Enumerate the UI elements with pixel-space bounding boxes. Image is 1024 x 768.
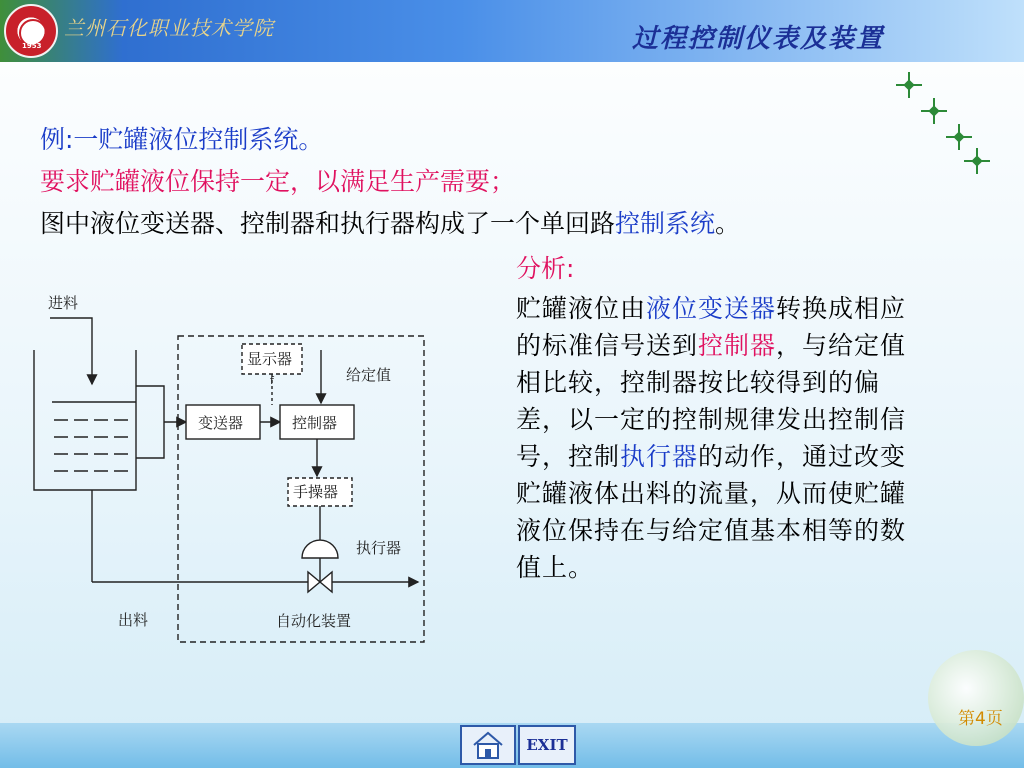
analysis-paragraph (516, 290, 924, 586)
star-icon (921, 98, 947, 124)
page-number: 第4页 (958, 709, 1003, 729)
label-actuator: 执行器 (356, 539, 402, 557)
description-highlight: 控制系统 (615, 209, 716, 238)
analysis-text: 转换成相应的标准信号送到 (516, 294, 907, 360)
analysis-text: ，与给定值相比较，控制器按比较得到的偏差，以一定的控制规律发出控制信号，控制 (516, 331, 907, 471)
analysis-highlight-controller: 控制器 (698, 331, 777, 360)
tank-control-diagram (30, 280, 440, 650)
star-icon (964, 148, 990, 174)
analysis-highlight-transmitter: 液位变送器 (646, 294, 777, 323)
label-controller: 控制器 (292, 414, 338, 432)
label-setpoint: 给定值 (346, 366, 392, 384)
logo-year: 1953 (22, 42, 42, 50)
exit-button[interactable]: EXIT (518, 725, 576, 765)
home-button[interactable] (460, 725, 516, 765)
analysis-highlight-actuator: 执行器 (620, 442, 699, 471)
label-f: f (270, 374, 274, 387)
label-transmitter: 变送器 (198, 414, 244, 432)
analysis-text: 的动作，通过改变贮罐液体出料的流量，从而使贮罐液位保持在与给定值基本相等的数值上。 (516, 442, 907, 582)
school-name: 兰州石化职业技术学院 (64, 16, 274, 40)
school-logo (4, 4, 58, 58)
description-text (40, 204, 740, 240)
label-display: 显示器 (247, 350, 293, 368)
label-auto-device: 自动化装置 (276, 612, 352, 630)
star-icon (946, 124, 972, 150)
star-icon (896, 72, 922, 98)
globe-icon (928, 650, 1024, 746)
home-icon (462, 727, 514, 763)
course-title: 过程控制仪表及装置 (632, 24, 885, 54)
requirement-text: 要求贮罐液位保持一定，以满足生产需要； (40, 167, 516, 196)
header-bar (0, 0, 1024, 62)
label-manual: 手操器 (293, 483, 339, 501)
description-end: 。 (715, 209, 741, 238)
label-outlet: 出料 (118, 611, 149, 629)
analysis-text: 贮罐液位由 (516, 294, 647, 323)
example-title: 例:一贮罐液位控制系统。 (40, 125, 324, 154)
label-inlet: 进料 (48, 294, 79, 312)
analysis-title: 分析: (516, 254, 575, 283)
description-part: 图中液位变送器、控制器和执行器构成了一个单回路 (40, 209, 616, 238)
